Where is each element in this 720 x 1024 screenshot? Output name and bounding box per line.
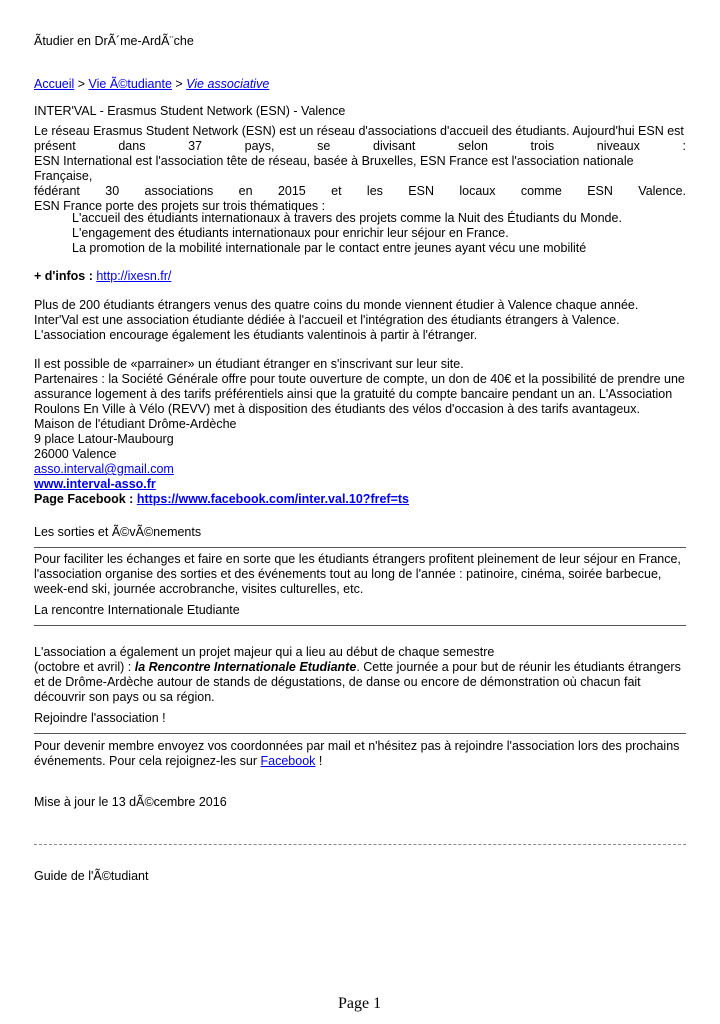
meeting-event-name: la Rencontre Internationale Etudiante: [134, 660, 357, 674]
page-number: Page 1: [338, 995, 382, 1012]
more-info: [34, 269, 686, 284]
facebook-label: Page Facebook :: [34, 492, 134, 506]
intro-line: fédérant 30 associations en 2015 et les ESN locaux comme ESN Valence.: [34, 184, 686, 198]
website-link[interactable]: www.interval-asso.fr: [34, 477, 156, 491]
breadcrumb-home-link[interactable]: Accueil: [34, 77, 75, 91]
sponsor-text: Il est possible de «parrainer» un étudiant étranger en s'inscrivant sur leur site.: [34, 357, 464, 371]
section-join-body: Pour devenir membre envoyez vos coordonnées par mail et n'hésitez pas à rejoindre l'association lors des prochains événements. Pour cela rejoignez-les sur Facebook !: [34, 739, 680, 768]
meeting-line: L'association a également un projet majeur qui a lieu au début de chaque semestre: [34, 645, 495, 659]
more-info-label: + d'infos :: [34, 269, 93, 283]
article-paragraph: Plus de 200 étudiants étrangers venus des quatre coins du monde viennent étudier à Valence chaque année. Inter'Val est une association étudiante dédiée à l'accueil et l'intégration des étudiants étrangers à Valence. L'association encourage également les étudiants valentinois à partir à l'étranger.: [34, 298, 639, 342]
address-line: 9 place Latour-Maubourg: [34, 432, 174, 446]
breadcrumb-separator: >: [74, 77, 89, 91]
facebook-join-link[interactable]: Facebook: [260, 754, 316, 768]
article-intro: [34, 124, 686, 214]
breadcrumb: [34, 77, 686, 92]
site-title: Ãtudier en DrÃ´me-ArdÃ¨che: [34, 34, 194, 48]
section-meeting-body: [34, 645, 686, 705]
section-join-title: Rejoindre l'association !: [34, 711, 686, 734]
breadcrumb-student-life-link[interactable]: Vie Ã©tudiante: [88, 77, 172, 91]
section-events-title: Les sorties et Ã©vÃ©nements: [34, 525, 686, 548]
address-line: 26000 Valence: [34, 447, 117, 461]
theme-item: L'engagement des étudiants internationaux pour enrichir leur séjour en France.: [72, 226, 509, 240]
meeting-line: (octobre et avril) : la Rencontre Internationale Etudiante. Cette journée a pour but de réunir les étudiants étrangers et de Drôme-Ardèche autour de stands de dégustations, de danse ou encore de démonstration où chacun fait découvrir son pays ou sa région.: [34, 660, 681, 704]
breadcrumb-separator: >: [171, 77, 187, 91]
theme-item: L'accueil des étudiants internationaux à travers des projets comme la Nuit des Étudiants du Monde.: [72, 211, 622, 225]
email-link[interactable]: asso.interval@gmail.com: [34, 462, 174, 476]
themes-list: [34, 211, 686, 256]
update-date: Mise à jour le 13 dÃ©cembre 2016: [34, 795, 227, 809]
footer-guide: Guide de l'Ã©tudiant: [34, 869, 149, 883]
section-events-body: Pour faciliter les échanges et faire en sorte que les étudiants étrangers profitent pleinement de leur séjour en France, l'association organise des sorties et des événements tout au long de l'année : patinoire, cinéma, soirée barbecue, week-end ski, journée accrobranche, visites culturelles, etc.: [34, 552, 681, 596]
footer-divider: [34, 844, 686, 845]
esn-link[interactable]: http://ixesn.fr/: [96, 269, 172, 283]
theme-item: La promotion de la mobilité internationale par le contact entre jeunes ayant vécu une mobilité: [72, 241, 587, 255]
address-line: Maison de l'étudiant Drôme-Ardèche: [34, 417, 237, 431]
intro-line: présent dans 37 pays, se divisant selon trois niveaux :: [34, 139, 686, 153]
article-sponsor-block: [34, 357, 686, 507]
section-meeting-title: La rencontre Internationale Etudiante: [34, 603, 686, 626]
article-title: INTER'VAL - Erasmus Student Network (ESN) - Valence: [34, 104, 346, 118]
breadcrumb-current-link[interactable]: Vie associative: [186, 77, 270, 91]
intro-line: ESN France porte des projets sur trois thématiques :: [34, 199, 326, 213]
facebook-link[interactable]: https://www.facebook.com/inter.val.10?fref=ts: [136, 492, 410, 506]
partners-text: Partenaires : la Société Générale offre pour toute ouverture de compte, un don de 40€ et la possibilité de prendre une assurance logement à des tarifs préférentiels ainsi que la gratuité du compte bancaire pendant un an. L'Association Roulons En Ville à Vélo (REVV) met à disposition des étudiants des vélos d'occasion à des tarifs avantageux.: [34, 372, 685, 416]
intro-line: Le réseau Erasmus Student Network (ESN) est un réseau d'associations d'accueil des étudiants. Aujourd'hui ESN est: [34, 124, 684, 138]
intro-line: ESN International est l'association tête de réseau, basée à Bruxelles, ESN France est l'association nationale Française,: [34, 154, 634, 183]
